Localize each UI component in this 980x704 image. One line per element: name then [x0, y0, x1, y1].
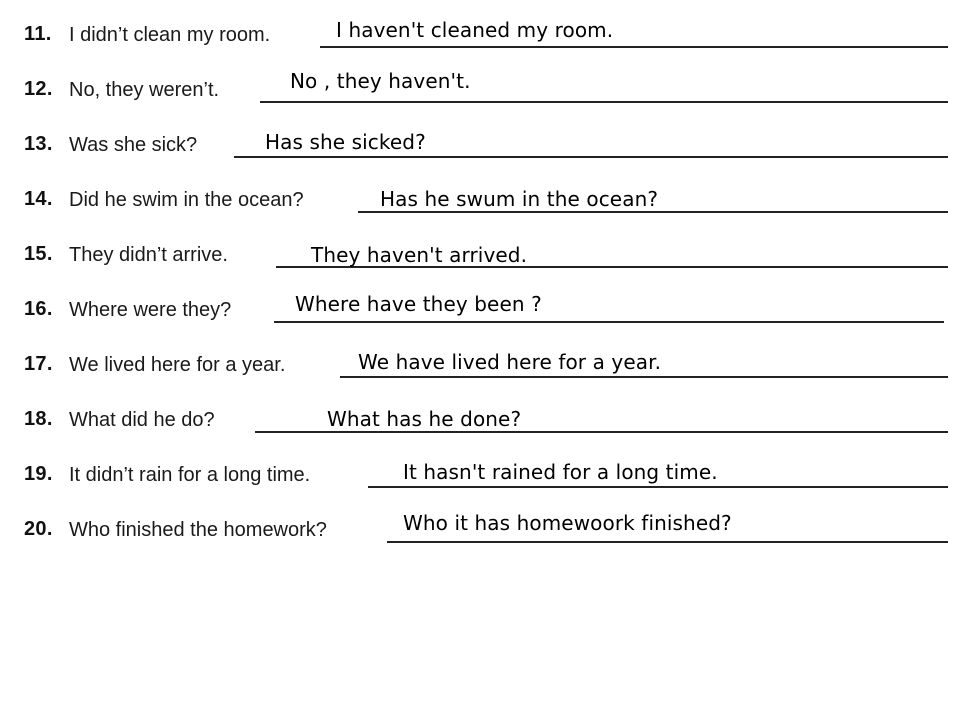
answer-line	[260, 101, 948, 103]
answer-line	[340, 376, 948, 378]
exercise-number: 13.	[24, 133, 53, 155]
exercise-row	[0, 58, 980, 101]
exercise-number: 12.	[24, 78, 53, 100]
exercise-number: 20.	[24, 518, 53, 540]
exercise-prompt: They didn’t arrive.	[69, 244, 228, 266]
exercise-prompt: I didn’t clean my room.	[69, 24, 271, 46]
exercise-row	[0, 498, 980, 541]
answer-line	[274, 321, 944, 323]
answer-text[interactable]: They haven't arrived.	[311, 243, 528, 267]
answer-text[interactable]: We have lived here for a year.	[358, 350, 662, 374]
exercise-number: 11.	[24, 23, 52, 45]
exercise-prompt: Where were they?	[69, 299, 232, 321]
exercise-row	[0, 333, 980, 376]
answer-text[interactable]: Has she sicked?	[265, 130, 426, 154]
exercise-row	[0, 3, 980, 46]
exercise-prompt: We lived here for a year.	[69, 354, 286, 376]
exercise-number: 16.	[24, 298, 53, 320]
answer-line	[234, 156, 948, 158]
answer-text[interactable]: It hasn't rained for a long time.	[403, 460, 718, 484]
answer-line	[320, 46, 948, 48]
answer-text[interactable]: Where have they been ?	[295, 292, 542, 316]
answer-text[interactable]: Who it has homewoork finished?	[403, 511, 732, 535]
exercise-number: 14.	[24, 188, 53, 210]
answer-line	[358, 211, 948, 213]
exercise-number: 18.	[24, 408, 53, 430]
exercise-prompt: It didn’t rain for a long time.	[69, 464, 311, 486]
exercise-row	[0, 443, 980, 486]
answer-text[interactable]: What has he done?	[327, 407, 522, 431]
exercise-prompt: Who finished the homework?	[69, 519, 327, 541]
exercise-prompt: What did he do?	[69, 409, 215, 431]
answer-text[interactable]: I haven't cleaned my room.	[336, 18, 614, 42]
exercise-row	[0, 388, 980, 431]
exercise-row	[0, 278, 980, 321]
answer-line	[255, 431, 948, 433]
exercise-prompt: Did he swim in the ocean?	[69, 189, 304, 211]
exercise-prompt: Was she sick?	[69, 134, 198, 156]
exercise-row	[0, 113, 980, 156]
exercise-number: 15.	[24, 243, 53, 265]
answer-line	[368, 486, 948, 488]
exercise-number: 17.	[24, 353, 53, 375]
answer-text[interactable]: Has he swum in the ocean?	[380, 187, 659, 211]
exercise-row	[0, 168, 980, 211]
answer-line	[387, 541, 948, 543]
exercise-prompt: No, they weren’t.	[69, 79, 220, 101]
answer-text[interactable]: No , they haven't.	[290, 69, 471, 93]
exercise-number: 19.	[24, 463, 53, 485]
exercise-row	[0, 223, 980, 267]
